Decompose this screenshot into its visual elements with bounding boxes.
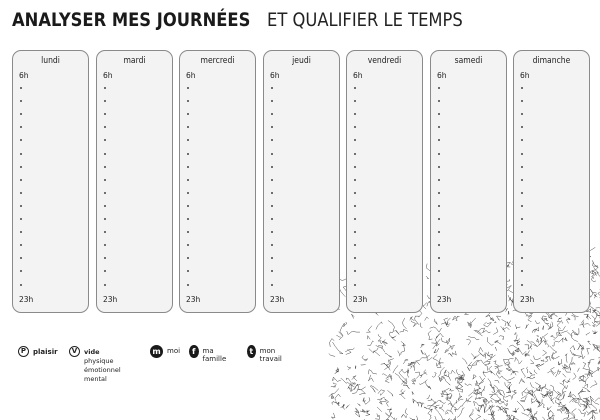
hour-dot [187,231,189,233]
hour-dot [271,244,273,246]
hour-end-label: 23h [270,295,285,304]
hour-dot [354,284,356,286]
hour-start-label: 6h [186,71,196,80]
hour-dot [521,100,523,102]
day-column[interactable] [12,50,89,313]
hour-dot [354,153,356,155]
legend-plaisir-label: plaisir [33,348,58,356]
hour-dot [438,100,440,102]
hour-dot [271,284,273,286]
legend-vide [69,346,121,384]
hour-dot [521,113,523,115]
hour-dot [271,166,273,168]
hour-dot [438,166,440,168]
hour-dot [20,153,22,155]
hour-dot [521,139,523,141]
hour-dot [438,284,440,286]
hour-dot [521,179,523,181]
hour-dot [187,166,189,168]
day-name: jeudi [292,56,311,66]
title-bold: ANALYSER MES JOURNÉES [12,9,251,31]
day-name: mardi [123,56,146,66]
hour-end-label: 23h [437,295,452,304]
hour-dot [271,153,273,155]
hour-dot [104,284,106,286]
hour-dot [104,100,106,102]
plaisir-icon: P [18,346,29,357]
hour-dot [438,205,440,207]
day-column[interactable] [263,50,340,313]
hour-dot [271,231,273,233]
hour-dot [521,257,523,259]
hour-dot [20,113,22,115]
hour-dot [521,192,523,194]
hour-dot [271,270,273,272]
hour-dot [20,87,22,89]
legend-moi [150,345,180,358]
hour-dot [521,231,523,233]
day-column[interactable] [179,50,256,313]
hour-dot [104,192,106,194]
hour-dot [271,139,273,141]
hour-dot [438,113,440,115]
hour-dot [271,126,273,128]
hour-dot [20,257,22,259]
hour-start-label: 6h [19,71,29,80]
hour-dot [354,87,356,89]
hour-dot [271,218,273,220]
day-column[interactable] [513,50,590,313]
hour-dot [104,244,106,246]
hour-dot [271,113,273,115]
hour-dot [521,284,523,286]
hour-dot [20,231,22,233]
hour-dot [354,270,356,272]
day-column[interactable] [346,50,423,313]
legend-vide-label: vide [84,348,100,356]
hour-dot [354,231,356,233]
hour-dot [438,179,440,181]
legend-travail [247,345,286,363]
hour-dot [271,179,273,181]
hour-dot [438,139,440,141]
hour-start-label: 6h [103,71,113,80]
hour-dot [104,87,106,89]
legend-vide-item: physique [84,357,114,365]
hour-dot [187,126,189,128]
hour-dot [354,244,356,246]
title-light: ET QUALIFIER LE TEMPS [267,9,463,31]
hour-dot [438,192,440,194]
hour-dot [271,100,273,102]
day-name: mercredi [200,56,235,66]
hour-dot [20,284,22,286]
hour-dot [521,126,523,128]
legend-famille [189,345,230,363]
hour-dot [20,139,22,141]
hour-dot [438,244,440,246]
hour-dot [354,205,356,207]
hour-dot [354,192,356,194]
hour-dot [521,166,523,168]
famille-icon: f [189,345,199,358]
hour-dot [187,270,189,272]
hour-end-label: 23h [19,295,34,304]
hour-dot [187,244,189,246]
hour-dot [354,139,356,141]
hour-dot [187,218,189,220]
hour-dot [187,284,189,286]
hour-dot [354,218,356,220]
hour-end-label: 23h [353,295,368,304]
hour-start-label: 6h [520,71,530,80]
hour-dot [271,192,273,194]
hour-dot [20,205,22,207]
hour-dot [104,166,106,168]
hour-dot [20,270,22,272]
hour-dot [521,87,523,89]
day-column[interactable] [430,50,507,313]
moi-icon: m [150,345,163,358]
hour-dot [438,231,440,233]
hour-dot [20,218,22,220]
day-name: vendredi [367,56,402,66]
hour-dot [187,113,189,115]
hour-dot [354,126,356,128]
hour-dot [104,257,106,259]
hour-end-label: 23h [520,295,535,304]
hour-dot [187,100,189,102]
hour-dot [187,153,189,155]
hour-start-label: 6h [270,71,280,80]
hour-dot [104,218,106,220]
hour-dot [104,270,106,272]
hour-dot [20,166,22,168]
hour-dot [187,257,189,259]
hour-dot [20,179,22,181]
hour-dot [104,153,106,155]
hour-end-label: 23h [186,295,201,304]
hour-dot [438,257,440,259]
hour-dot [104,139,106,141]
vide-icon: V [69,346,80,357]
hour-dot [438,87,440,89]
hour-dot [271,257,273,259]
hour-dot [438,153,440,155]
hour-dot [20,126,22,128]
hour-dot [438,126,440,128]
hour-dot [187,179,189,181]
hour-dot [187,139,189,141]
legend-plaisir [18,346,58,357]
hour-dot [20,192,22,194]
hour-dot [354,100,356,102]
hour-dot [187,87,189,89]
hour-dot [104,113,106,115]
hour-dot [20,244,22,246]
legend-vide-item: mental [84,375,107,383]
hour-end-label: 23h [103,295,118,304]
hour-dot [104,205,106,207]
legend-moi-label: moi [167,347,181,355]
hour-dot [521,270,523,272]
hour-start-label: 6h [353,71,363,80]
hour-dot [104,179,106,181]
travail-icon: t [247,345,256,358]
hour-dot [354,113,356,115]
hour-start-label: 6h [437,71,447,80]
hour-dot [20,100,22,102]
day-column[interactable] [96,50,173,313]
hour-dot [271,205,273,207]
hour-dot [521,205,523,207]
hour-dot [354,179,356,181]
hour-dot [438,270,440,272]
day-name: lundi [41,56,60,66]
legend-vide-item: émotionnel [84,366,121,374]
hour-dot [104,231,106,233]
hour-dot [354,257,356,259]
hour-dot [271,87,273,89]
hour-dot [104,126,106,128]
hour-dot [187,192,189,194]
day-name: dimanche [532,56,571,66]
page-title [12,9,495,31]
day-name: samedi [454,56,483,66]
hour-dot [521,244,523,246]
legend-famille-label: ma famille [202,347,227,363]
legend-travail-label: mon travail [259,347,282,363]
hour-dot [521,218,523,220]
hour-dot [187,205,189,207]
hour-dot [354,166,356,168]
hour-dot [521,153,523,155]
hour-dot [438,218,440,220]
